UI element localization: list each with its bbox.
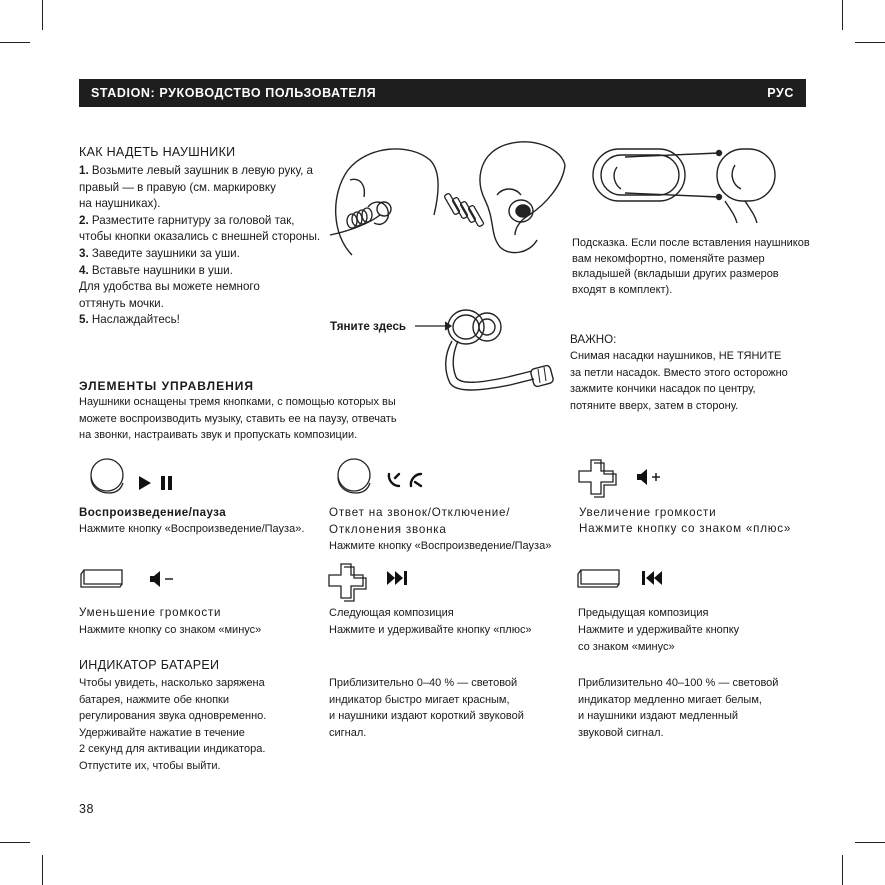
crop-mark <box>855 42 885 43</box>
control-desc-volume-down: Нажмите кнопку со знаком «минус» <box>79 624 262 636</box>
page-number: 38 <box>79 802 94 816</box>
round-button-icon <box>83 457 127 497</box>
volume-up-icon <box>635 468 663 486</box>
important-heading: ВАЖНО: <box>570 333 617 346</box>
control-title-call: Ответ на звонок/Отключение/ Отклонения звонка <box>329 506 511 536</box>
control-title-volume-down: Уменьшение громкости <box>79 606 222 619</box>
important-text: Снимая насадки наушников, НЕ ТЯНИТЕ за петли насадок. Вместо этого осторожно зажмите кончики насадок по центру, потяните вверх, затем в сторону. <box>570 350 788 412</box>
crop-mark <box>842 855 843 885</box>
call-answer-end-icon <box>385 470 427 490</box>
minus-button-icon <box>80 568 126 588</box>
step-line: Для удобства вы можете немного <box>79 280 260 294</box>
crop-mark <box>42 855 43 885</box>
ear-with-earhook-illustration <box>445 135 570 265</box>
header-bar <box>79 79 806 107</box>
control-desc-call: Нажмите кнопку «Воспроизведение/Пауза» <box>329 540 552 552</box>
crop-mark <box>0 42 30 43</box>
control-title-play-pause: Воспроизведение/пауза <box>79 506 227 519</box>
crop-mark <box>855 842 885 843</box>
volume-down-icon <box>148 570 176 588</box>
battery-instructions: Чтобы увидеть, насколько заряжена батарея, нажмите обе кнопки регулирования звука одновременно. Удерживайте нажатие в течение 2 секунд для активации индикатора. Отпустите их, чтобы выйти. <box>79 677 267 772</box>
battery-low-text: Приблизительно 0–40 % — световой индикатор быстро мигает красным, и наушники издают короткий звуковой сигнал. <box>329 677 524 739</box>
size-tip-text: Подсказка. Если после вставления наушников вам некомфортно, поменяйте размер вкладышей (вкладыши других размеров входят в комплект). <box>572 237 810 296</box>
step-line: правый — в правую (см. маркировку <box>79 180 276 194</box>
step-line: 3. Заведите заушники за уши. <box>79 246 240 260</box>
step-line: чтобы кнопки оказались с внешней стороны. <box>79 230 321 244</box>
next-track-icon <box>386 570 410 586</box>
crop-mark <box>842 0 843 30</box>
battery-high-text: Приблизительно 40–100 % — световой индикатор медленно мигает белым, и наушники издают медленный звуковой сигнал. <box>578 677 779 739</box>
controls-intro: Наушники оснащены тремя кнопками, с помощью которых вы можете воспроизводить музыку, ставить ее на паузу, отвечать на звонки, настраивать звук и пропускать композиции. <box>79 396 397 442</box>
step-line: оттянуть мочки. <box>79 296 164 310</box>
round-button-icon <box>330 457 374 497</box>
control-desc-next: Нажмите и удерживайте кнопку «плюс» <box>329 624 532 636</box>
minus-button-icon <box>577 568 623 588</box>
battery-heading: ИНДИКАТОР БАТАРЕИ <box>79 658 220 672</box>
plus-button-icon <box>327 562 367 602</box>
control-desc-play-pause: Нажмите кнопку «Воспроизведение/Пауза». <box>79 523 305 535</box>
header-title: STADION: РУКОВОДСТВО ПОЛЬЗОВАТЕЛЯ <box>91 86 377 100</box>
control-title-volume-up: Увеличение громкости <box>579 506 717 519</box>
control-title-next: Следующая композиция <box>329 607 454 619</box>
crop-mark <box>42 0 43 30</box>
earbud-removal-illustration <box>440 305 560 410</box>
head-with-earphone-illustration <box>330 135 440 295</box>
control-desc-volume-up: Нажмите кнопку со знаком «плюс» <box>579 522 792 535</box>
play-pause-icon <box>137 474 179 492</box>
control-desc-previous: Нажмите и удерживайте кнопку со знаком «минус» <box>578 624 740 653</box>
fitting-steps <box>79 163 320 329</box>
control-title-previous: Предыдущая композиция <box>578 607 709 619</box>
plus-button-icon <box>577 458 617 498</box>
pull-here-label: Тяните здесь <box>330 320 407 333</box>
fitting-heading: КАК НАДЕТЬ НАУШНИКИ <box>79 145 236 159</box>
previous-track-icon <box>640 570 664 586</box>
header-language: РУС <box>767 86 794 100</box>
controls-heading: ЭЛЕМЕНТЫ УПРАВЛЕНИЯ <box>79 379 254 393</box>
step-line: 1. Возьмите левый заушник в левую руку, а <box>79 164 313 177</box>
step-line: 5. Наслаждайтесь! <box>79 313 180 327</box>
step-line: на наушниках). <box>79 197 161 211</box>
ear-tips-size-illustration <box>585 145 785 225</box>
step-line: 2. Разместите гарнитуру за головой так, <box>79 213 295 227</box>
crop-mark <box>0 842 30 843</box>
step-line: 4. Вставьте наушники в уши. <box>79 263 233 277</box>
